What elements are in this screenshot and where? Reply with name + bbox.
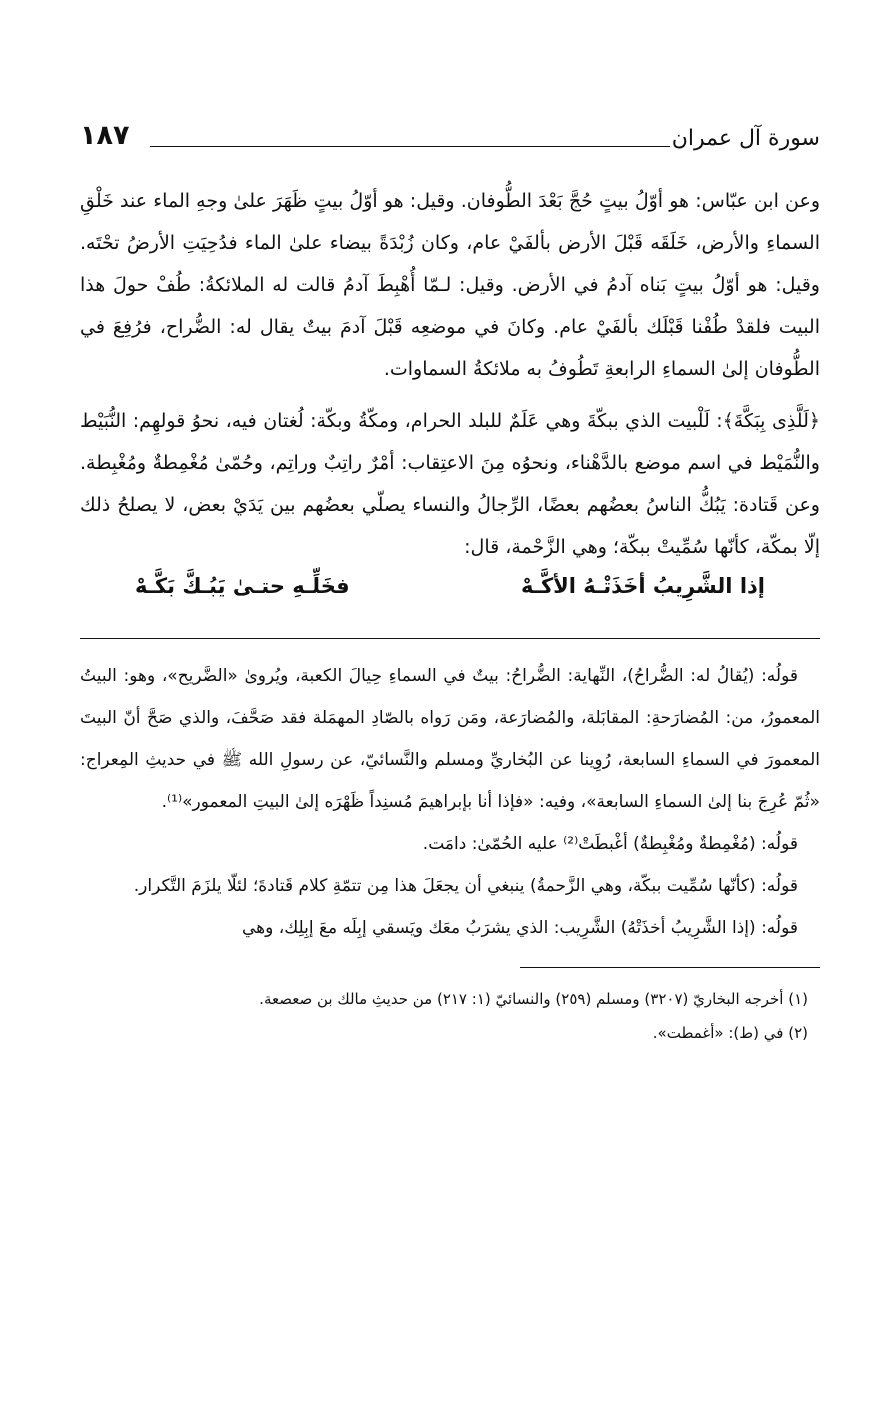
footnote-2: (٢) في (ط): «أغمطت».	[652, 1024, 808, 1042]
commentary-divider	[80, 638, 820, 639]
footnote-divider	[520, 967, 820, 968]
main-text	[80, 180, 820, 620]
verse-second-hemistich: فخَلِّـهِ حتـىٰ يَبُـكَّ بَكَّـهْ	[135, 574, 350, 598]
book-page	[80, 118, 820, 1050]
header-rule	[150, 146, 670, 147]
commentary-paragraph-1: قولُه: (يُقالُ له: الضُّراحُ)، النِّهاية: الضُّراحُ: بيتٌ في السماءِ حِيالَ الكعبة، ويُروىٰ «الضَّريح»، وهو: البيتُ المعمورُ، من: المُضارَحةِ: المقابَلة، والمُضارَعة، ومَن رَواه بالصّادِ المهمَلة فقد صَحَّفَ، والذي صَحَّ أنّ البيتَ المعمورَ في السماءِ السابعة، رُوِينا عن البُخاريِّ ومسلم والنَّسائيّ، عن رسولِ الله ﷺ في حديثِ المِعراج: «ثُمّ عُرِجَ بنا إلىٰ السماءِ السابعة»، وفيه: «فإذا أنا بإبراهيمَ مُسنِداً ظَهْرَه إلىٰ البيتِ المعمور»⁽¹⁾.	[80, 666, 820, 812]
poetry-verse	[80, 568, 820, 620]
commentary-paragraph-3: قولُه: (كأنّها سُمِّيت ببكّة، وهي الزَّحمةُ) ينبغي أن يجعَلَ هذا مِن تتمّةِ كلام قَتادةَ؛ لئلّا يلزَمَ التَّكرار.	[133, 876, 798, 896]
verse-first-hemistich: إذا الشَّرِيبُ أخَذَتْـهُ الأكَّـهْ	[521, 574, 765, 598]
main-paragraph-1: وعن ابن عبّاس: هو أوّلُ بيتٍ حُجَّ بَعْدَ الطُّوفان. وقيل: هو أوّلُ بيتٍ ظَهَرَ علىٰ وجهِ الماء عند خَلْقِ السماءِ والأرض، خَلَقَه قَبْلَ الأرض بألفَيْ عام، وكان زُبْدَةً بيضاء علىٰ الماء فدُحِيَتِ الأرضُ تحْتَه. وقيل: هو أوّلُ بيتٍ بَناه آدمُ في الأرض. وقيل: لـمّا أُهْبِطَ آدمُ قالت له الملائكةُ: طُفْ حولَ هذا البيت فلقدْ طُفْنا قَبْلَك بألفَيْ عام. وكانَ في موضعِه قَبْلَ آدمَ بيتٌ يقال له: الضُّراح، فرُفِعَ في الطُّوفان إلىٰ السماءِ الرابعةِ تَطُوفُ به ملائكةُ السماوات.	[80, 190, 820, 380]
footnote-1: (١) أخرجه البخاريّ (٣٢٠٧) ومسلم (٢٥٩) والنسائيّ (١: ٢١٧) من حديثِ مالك بن صعصعة.	[259, 990, 808, 1008]
page-number: ١٨٧	[80, 120, 130, 151]
commentary-paragraph-4: قولُه: (إذا الشَّرِيبُ أخذَتْهُ) الشَّرِيب: الذي يشرَبُ معَك ويَسقي إبِلَه معَ إبِلِك، وهي	[241, 918, 798, 938]
commentary-paragraph-2: قولُه: (مُغْمِطةٌ ومُغْبِطةٌ) أغْبطَتْ⁽²⁾ عليه الحُمّىٰ: دامَت.	[422, 834, 798, 854]
main-paragraph-2: ﴿لَلَّذِى بِبَكَّةَ﴾: لَلْبيت الذي ببكّةَ وهي عَلَمٌ للبلد الحرام، ومكّةُ وبكّة: لُغتان فيه، نحوُ قولهِم: النُّبَيْط والنُّمَيْط في اسم موضع بالدَّهْناء، ونحوُه مِنَ الاعتِقاب: أمْرٌ راتِبٌ وراتِم، وحُمّىٰ مُغْمِطةٌ ومُغْبِطة. وعن قَتادة: يَبُكُّ الناسُ بعضُهم بعضًا، الرِّجالُ والنساء يصلّي بعضُهم بين يَدَيْ بعض، لا يصلحُ ذلك إلّا بمكّة، كأنّها سُمِّيتْ ببكّة؛ وهي الزَّحْمة، قال:	[80, 410, 820, 558]
footnotes	[80, 982, 820, 1050]
commentary-section	[80, 655, 820, 949]
running-title: سورة آل عمران	[671, 126, 820, 151]
page-header	[80, 118, 820, 166]
